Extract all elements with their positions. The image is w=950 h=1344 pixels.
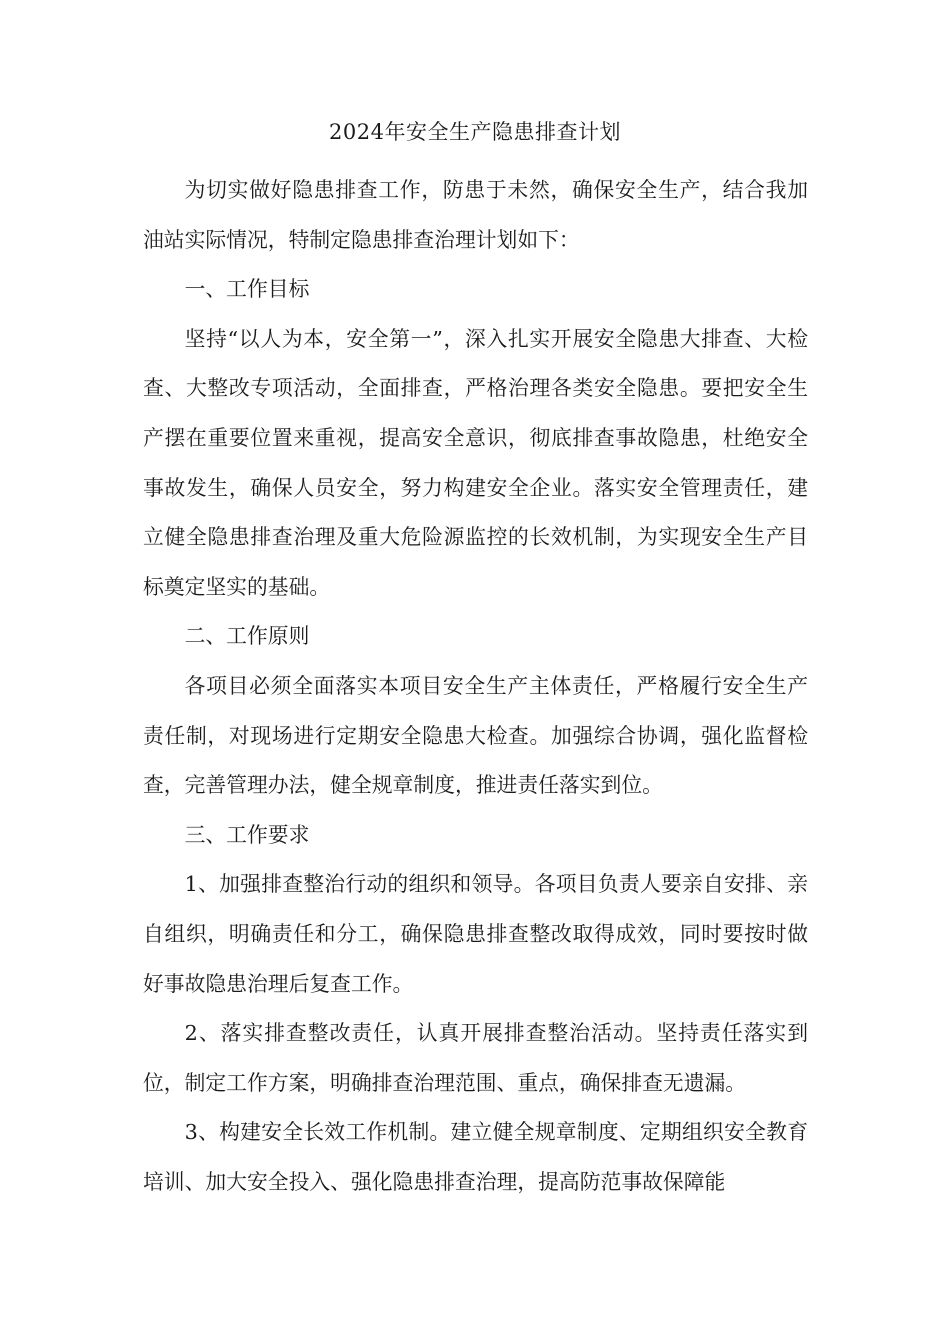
requirement-item-1: 1、加强排查整治行动的组织和领导。各项目负责人要亲自安排、亲自组织，明确责任和分工，确保隐患排查整改取得成效，同时要按时做好事故隐患治理后复查工作。: [143, 872, 808, 996]
section-heading-principles: 二、工作原则: [184, 624, 310, 649]
document-title: 2024年安全生产隐患排查计划: [329, 120, 621, 144]
requirement-item-2: 2、落实排查整改责任，认真开展排查整治活动。坚持责任落实到位，制定工作方案，明确排查治理范围、重点，确保排查无遗漏。: [143, 1021, 808, 1095]
document-body: [143, 166, 808, 1207]
goals-paragraph: 坚持“以人为本，安全第一”，深入扎实开展安全隐患大排查、大检查、大整改专项活动，全面排查，严格治理各类安全隐患。要把安全生产摆在重要位置来重视，提高安全意识，彻底排查事故隐患，杜绝安全事故发生，确保人员安全，努力构建安全企业。落实安全管理责任，建立健全隐患排查治理及重大危险源监控的长效机制，为实现安全生产目标奠定坚实的基础。: [143, 326, 808, 599]
intro-paragraph: 为切实做好隐患排查工作，防患于未然，确保安全生产，结合我加油站实际情况，特制定隐患排查治理计划如下：: [143, 178, 808, 252]
principles-paragraph: 各项目必须全面落实本项目安全生产主体责任，严格履行安全生产责任制，对现场进行定期安全隐患大检查。加强综合协调，强化监督检查，完善管理办法，健全规章制度，推进责任落实到位。: [143, 673, 808, 798]
requirement-item-3: 3、构建安全长效工作机制。建立健全规章制度、定期组织安全教育培训、加大安全投入、强化隐患排查治理，提高防范事故保障能: [143, 1120, 808, 1194]
section-heading-requirements: 三、工作要求: [184, 822, 310, 847]
section-heading-goals: 一、工作目标: [184, 277, 310, 302]
